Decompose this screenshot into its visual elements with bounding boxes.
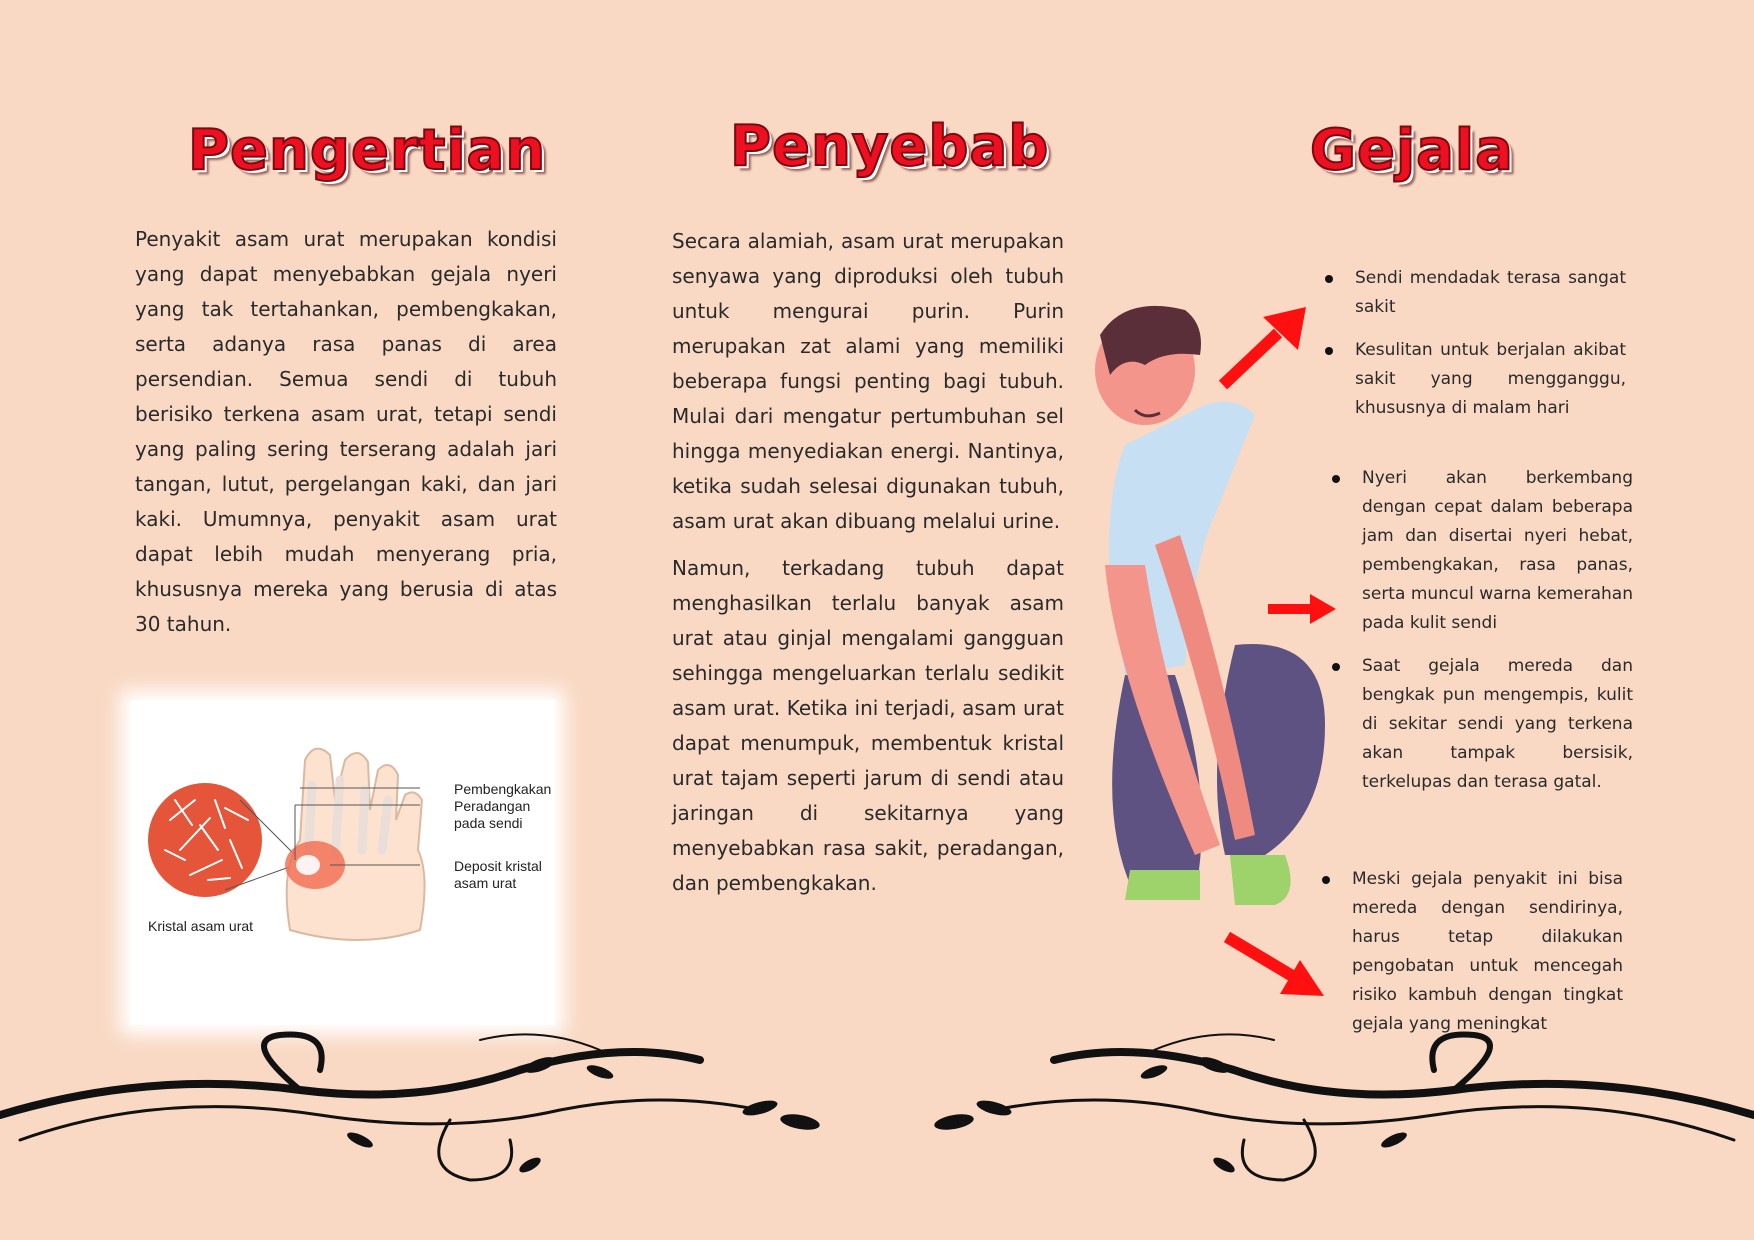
list-item [1325,264,1626,322]
floral-swirl-ornament [0,1030,1754,1210]
pengertian-text [135,222,557,654]
penyebab-paragraph-2: Namun, terkadang tubuh dapat menghasilkan terlalu banyak asam urat atau ginjal mengalami gangguan sehingga mengeluarkan terlalu sedikit asam urat. Ketika ini terjadi, asam urat dapat menumpuk, membentuk kristal urat tajam seperti jarum di sendi atau jaringan di sekitarnya yang menyebabkan rasa sakit, peradangan, dan pembengkakan. [672,556,1064,895]
gejala-item-2: Kesulitan untuk berjalan akibat sakit yang mengganggu, khususnya di malam hari [1355,340,1626,418]
arrow-down-right-icon [1222,932,1327,1000]
bullet-icon [1325,347,1333,355]
gejala-list-3 [1322,865,1623,1053]
label-crystal: Kristal asam urat [148,918,254,934]
label-inflammation-2: pada sendi [454,815,523,831]
gejala-list-2 [1332,464,1633,811]
arrow-right-icon [1268,594,1336,624]
list-item [1332,652,1633,797]
list-item [1325,336,1626,423]
man-foot-pain-illustration [1085,295,1335,1015]
bullet-icon [1332,663,1340,671]
bullet-icon [1322,876,1330,884]
title-gejala: Gejala [1310,118,1514,183]
crystal-circle [148,783,262,897]
title-pengertian: Pengertian [188,118,547,183]
label-inflammation-1: Peradangan [454,798,531,814]
penyebab-paragraph-1: Secara alamiah, asam urat merupakan senyawa yang diproduksi oleh tubuh untuk mengurai purin. Purin merupakan zat alami yang memiliki beberapa fungsi penting bagi tubuh. Mulai dari mengatur pertumbuhan sel hingga menyediakan energi. Nantinya, ketika sudah selesai digunakan tubuh, asam urat akan dibuang melalui urine. [672,229,1064,533]
gejala-list-1 [1325,264,1626,437]
bullet-icon [1332,475,1340,483]
gout-foot-figure [130,700,555,1025]
pengertian-paragraph: Penyakit asam urat merupakan kondisi yang dapat menyebabkan gejala nyeri yang tak tertahankan, pembengkakan, serta adanya rasa panas di area persendian. Semua sendi di tubuh berisiko terkena asam urat, tetapi sendi yang paling sering terserang adalah jari tangan, lutut, pergelangan kaki, dan jari kaki. Umumnya, penyakit asam urat dapat lebih mudah menyerang pria, khususnya mereka yang berusia di atas 30 tahun. [135,227,557,636]
label-swelling: Pembengkakan [454,781,552,797]
penyebab-text [672,224,1064,913]
gejala-item-5: Meski gejala penyakit ini bisa mereda dengan sendirinya, harus tetap dilakukan pengobatan untuk mencegah risiko kambuh dengan tingkat gejala yang meningkat [1352,869,1623,1034]
gejala-item-3: Nyeri akan berkembang dengan cepat dalam beberapa jam dan disertai nyeri hebat, pembengkakan, rasa panas, serta muncul warna kemerahan pada kulit sendi [1362,468,1633,633]
bullet-icon [1325,275,1333,283]
gejala-item-4: Saat gejala mereda dan bengkak pun mengempis, kulit di sekitar sendi yang terkena akan tampak bersisik, terkelupas dan terasa gatal. [1362,656,1633,792]
list-item [1332,464,1633,638]
gejala-item-1: Sendi mendadak terasa sangat sakit [1355,268,1626,317]
list-item [1322,865,1623,1039]
label-deposit-2: asam urat [454,875,517,891]
arrow-up-right-icon [1218,305,1308,390]
title-penyebab: Penyebab [730,114,1050,179]
label-deposit-1: Deposit kristal [454,858,542,874]
